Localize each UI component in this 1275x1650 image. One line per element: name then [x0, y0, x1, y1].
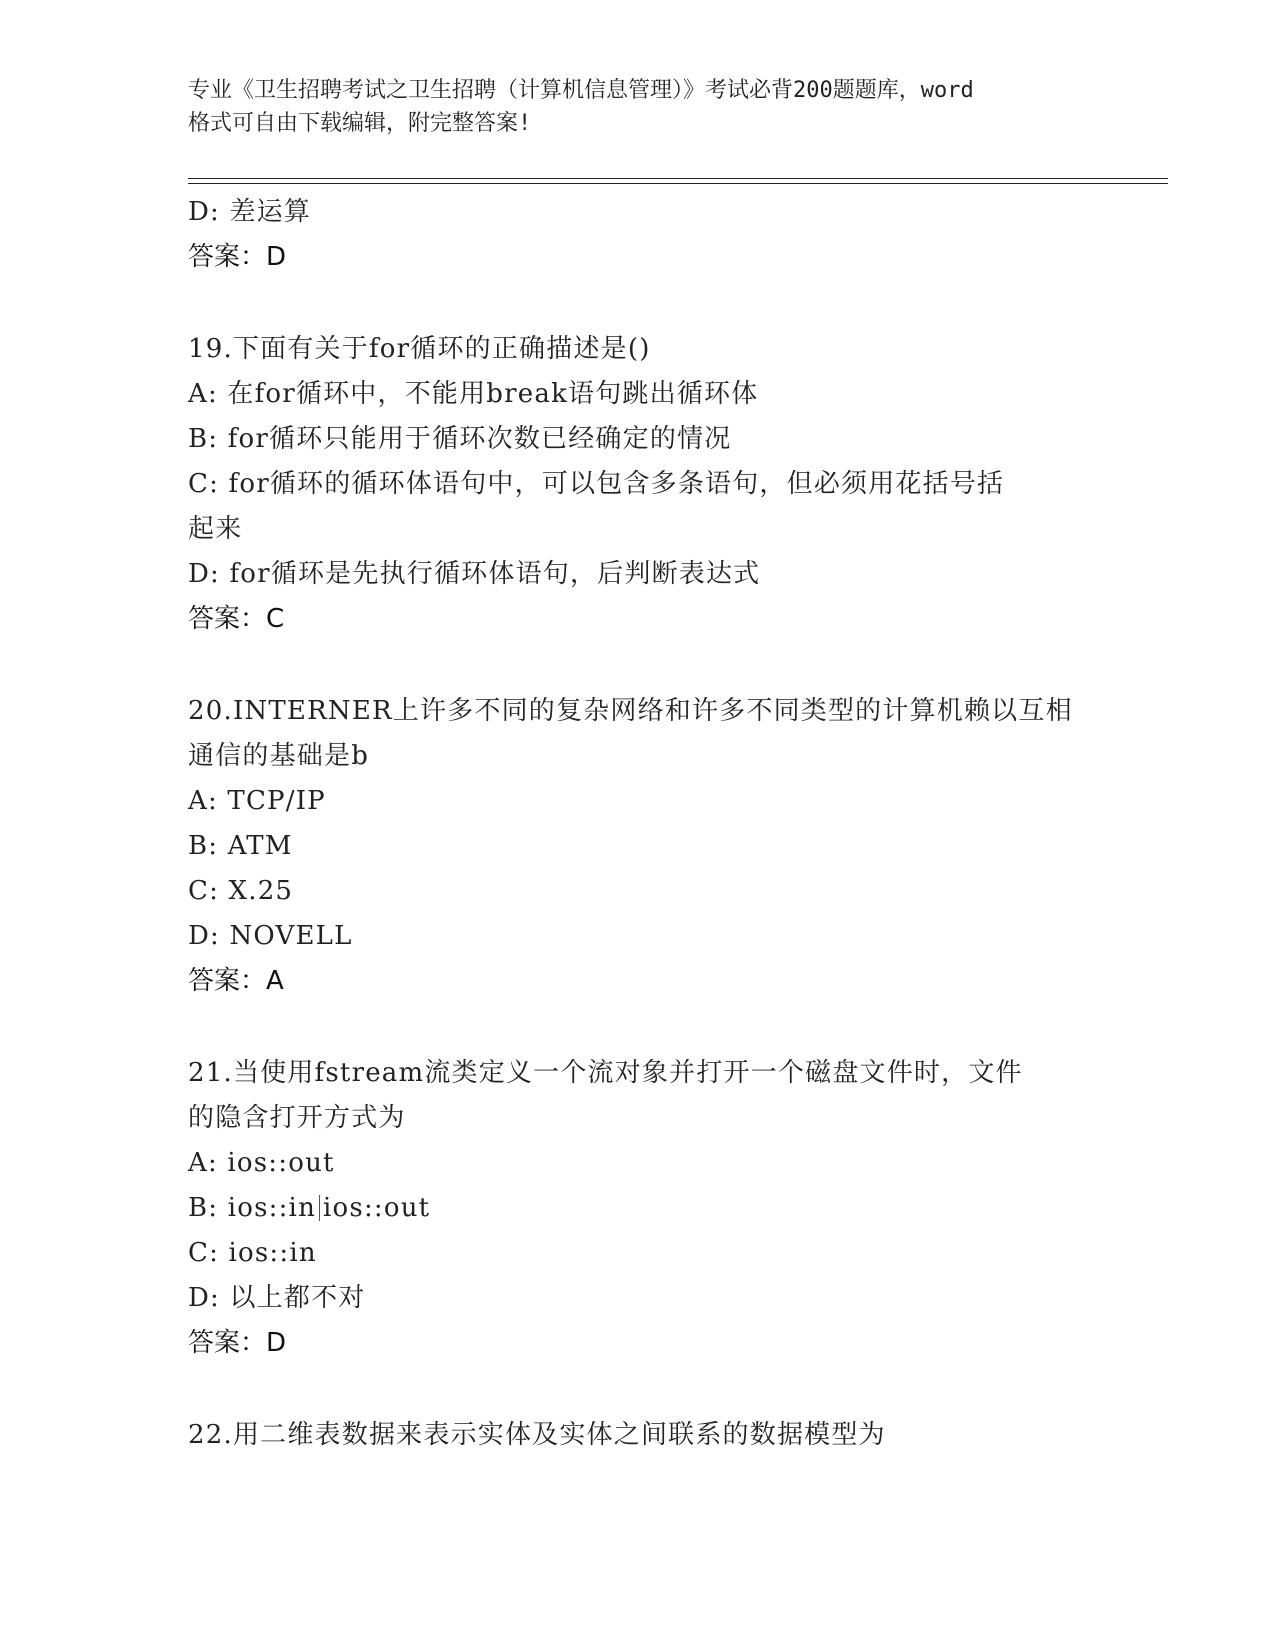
spacer [188, 280, 1088, 327]
answer-line: 答案：D [188, 242, 287, 272]
question-stem: 20.INTERNER上许多不同的复杂网络和许多不同类型的计算机赖以互相 [188, 696, 1073, 726]
question-stem-continued: 通信的基础是b [188, 741, 370, 771]
option-b: B: for循环只能用于循环次数已经确定的情况 [188, 424, 732, 454]
header-divider-bottom [188, 183, 1168, 184]
answer-line: 答案：C [188, 604, 285, 634]
question-stem: 22.用二维表数据来表示实体及实体之间联系的数据模型为 [188, 1420, 886, 1450]
option-c: C: ios::in [188, 1238, 317, 1268]
question-stem: 21.当使用fstream流类定义一个流对象并打开一个磁盘文件时，文件 [188, 1058, 1023, 1088]
question-block-20 [188, 689, 1088, 1004]
question-list [188, 190, 1088, 1458]
document-header [188, 74, 1088, 140]
option-b-right: ios::out [323, 1193, 431, 1223]
option-b [188, 1186, 1088, 1231]
header-line-1: 专业《卫生招聘考试之卫生招聘（计算机信息管理）》考试必背200题题库，word [188, 78, 974, 103]
header-line-2: 格式可自由下载编辑，附完整答案! [188, 111, 532, 136]
option-c-continued: 起来 [188, 514, 243, 544]
option-d: D: 以上都不对 [188, 1283, 366, 1313]
option-a: A: TCP/IP [188, 786, 326, 816]
pipe-separator [319, 1195, 320, 1221]
answer-line: 答案：A [188, 966, 284, 996]
option-c: C: X.25 [188, 876, 294, 906]
question-stem: 19.下面有关于for循环的正确描述是() [188, 334, 651, 364]
question-stem-continued: 的隐含打开方式为 [188, 1103, 406, 1133]
question-block-19 [188, 327, 1088, 642]
option-d: D: for循环是先执行循环体语句，后判断表达式 [188, 559, 761, 589]
question-block-21 [188, 1051, 1088, 1366]
question-block-prev [188, 190, 1088, 280]
question-block-22 [188, 1413, 1088, 1458]
option-a: A: ios::out [188, 1148, 335, 1178]
option-d: D: NOVELL [188, 921, 353, 951]
spacer [188, 642, 1088, 689]
answer-line: 答案：D [188, 1328, 287, 1358]
option-d: D: 差运算 [188, 197, 312, 227]
spacer [188, 1366, 1088, 1413]
option-b: B: ATM [188, 831, 293, 861]
option-a: A: 在for循环中，不能用break语句跳出循环体 [188, 379, 759, 409]
option-c: C: for循环的循环体语句中，可以包含多条语句，但必须用花括号括 [188, 469, 1005, 499]
header-divider-top [188, 178, 1168, 179]
option-b-left: B: ios::in [188, 1193, 317, 1223]
spacer [188, 1004, 1088, 1051]
